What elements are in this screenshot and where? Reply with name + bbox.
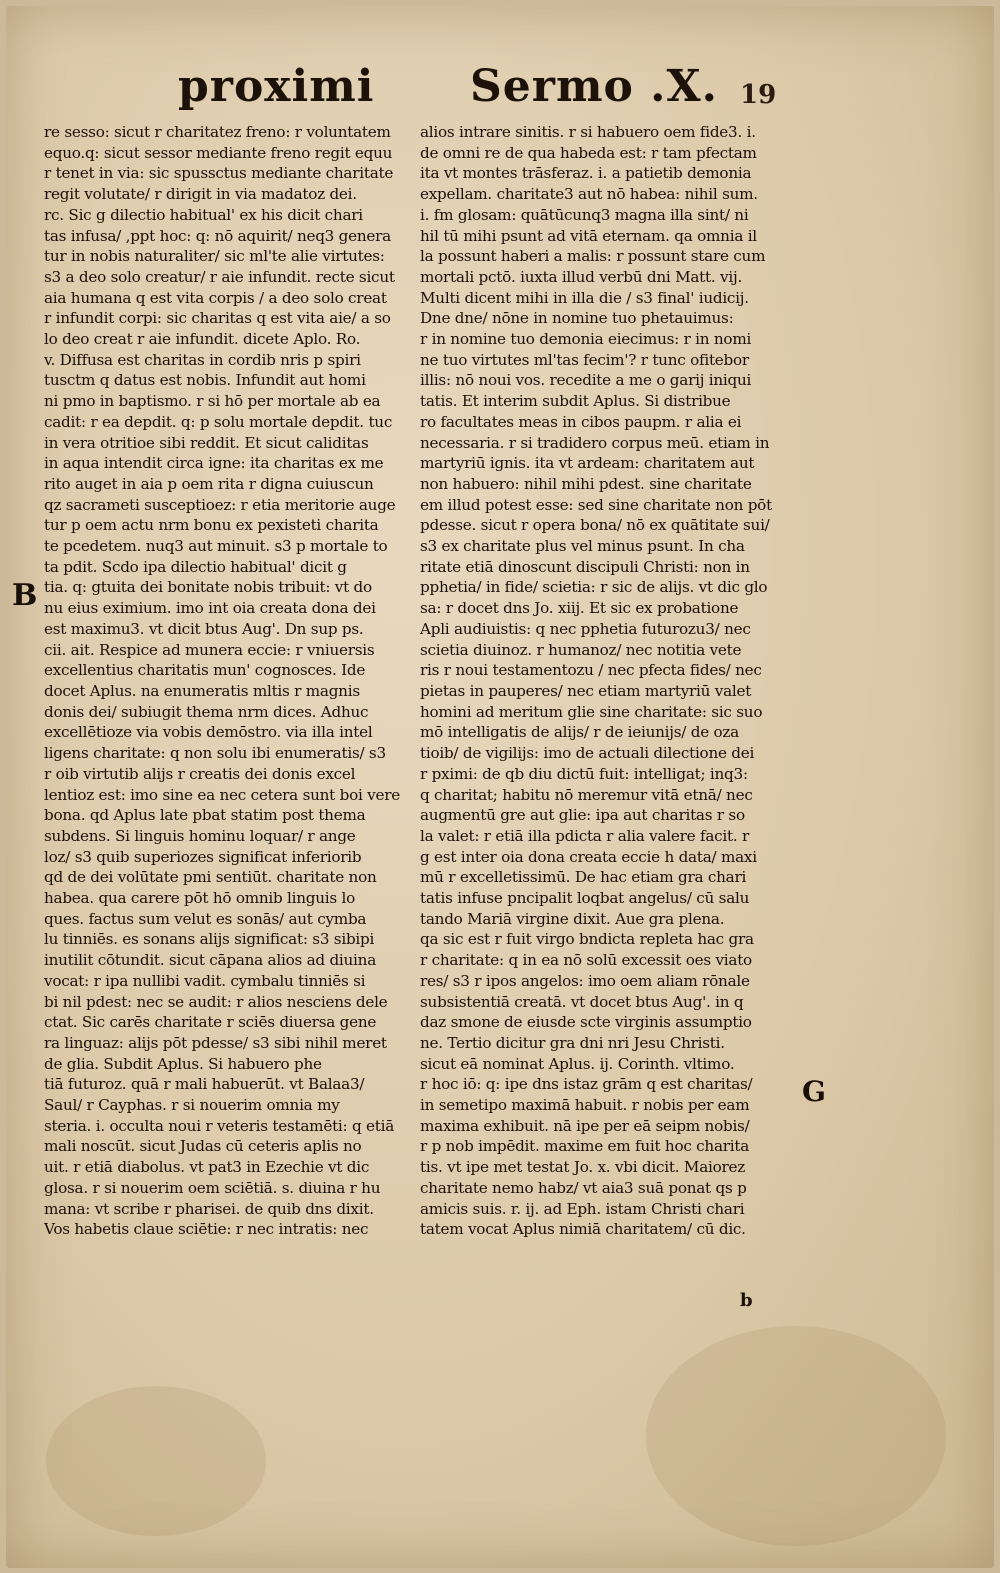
text-line: martyriū ignis. ita vt ardeam: charitatem aut (420, 454, 755, 473)
text-line: tis. vt ipe met testat Jo. x. vbi dicit. Maiorez (420, 1158, 745, 1177)
text-line: cadit: r ea depdit. q: p solu mortale depdit. tuc (44, 412, 393, 431)
text-line: nu eius eximium. imo int oia creata dona dei (44, 599, 376, 618)
text-line: rc. Sic g dilectio habitual' ex his dicit chari (44, 205, 363, 224)
text-line: i. fm glosam: quātūcunq3 magna illa sint/ ni (420, 205, 749, 224)
text-line: steria. i. occulta noui r veteris testamēti: q etiā (44, 1116, 395, 1135)
text-line: qa sic est r fuit virgo bndicta repleta hac gra (420, 930, 754, 949)
text-line: maxima exhibuit. nā ipe per eā seipm nobis/ (420, 1116, 750, 1135)
text-line: illis: nō noui vos. recedite a me o garij iniqui (420, 371, 752, 390)
text-line: inutilit cōtundit. sicut cāpana alios ad diuina (44, 951, 376, 970)
text-line: excellentius charitatis mun' cognosces. Ide (44, 661, 366, 680)
text-line: r oib virtutib alijs r creatis dei donis excel (44, 764, 356, 783)
running-head-left: proximi (178, 61, 375, 112)
text-line: de glia. Subdit Aplus. Si habuero phe (44, 1054, 322, 1073)
text-line: r charitate: q in ea nō solū excessit oes viato (420, 951, 752, 970)
text-line: ni pmo in baptismo. r si hō per mortale ab ea (44, 392, 381, 411)
text-line: tas infusa/ ,ppt hoc: q: nō aquirit/ neq3 genera (44, 226, 391, 245)
text-line: pietas in pauperes/ nec etiam martyriū valet (420, 681, 752, 700)
text-line: de omni re de qua habeda est: r tam pfectam (420, 143, 757, 162)
text-line: in vera otritioe sibi reddit. Et sicut caliditas (44, 433, 369, 452)
text-line: tur in nobis naturaliter/ sic ml'te alie virtutes: (44, 247, 385, 266)
text-line: ra linguaz: alijs pōt pdesse/ s3 sibi nihil meret (44, 1033, 387, 1052)
text-line: hil tū mihi psunt ad vitā eternam. qa omnia il (420, 226, 757, 245)
text-line: vocat: r ipa nullibi vadit. cymbalu tinniēs si (44, 971, 366, 990)
text-line: tia. q: gtuita dei bonitate nobis tribuit: vt do (44, 578, 372, 597)
text-line: donis dei/ subiugit thema nrm dices. Adhuc (44, 702, 369, 721)
text-line: cii. ait. Respice ad munera eccie: r vniuersis (44, 640, 375, 659)
running-head-right: Sermo .X. (470, 61, 718, 112)
text-line: tatis. Et interim subdit Aplus. Si distribue (420, 392, 731, 411)
text-line: te pcedetem. nuq3 aut minuit. s3 p mortale to (44, 537, 388, 556)
text-line: lo deo creat r aie infundit. dicete Aplo. Ro. (44, 330, 361, 349)
text-line: subdens. Si linguis hominu loquar/ r ange (44, 826, 356, 845)
text-line: Multi dicent mihi in illa die / s3 final' iudicij. (420, 288, 749, 307)
text-line: Vos habetis claue sciētie: r nec intratis: nec (44, 1220, 369, 1239)
text-line: q charitat; habitu nō meremur vitā etnā/ nec (420, 785, 753, 804)
text-line: ligens charitate: q non solu ibi enumeratis/ s3 (44, 744, 386, 763)
text-line: homini ad meritum glie sine charitate: sic suo (420, 702, 763, 721)
text-line: rito auget in aia p oem rita r digna cuiuscun (44, 474, 374, 493)
text-line: r pximi: de qb diu dictū fuit: intelligat; inq3: (420, 764, 748, 783)
text-line: excellētioze via vobis demōstro. via illa intel (44, 723, 373, 742)
text-line: tiā futuroz. quā r mali habuerūt. vt Balaa3/ (44, 1075, 365, 1094)
text-line: em illud potest esse: sed sine charitate non pōt (420, 495, 772, 514)
text-line: lu tinniēs. es sonans alijs significat: s3 sibipi (44, 930, 375, 949)
text-line: augmentū gre aut glie: ipa aut charitas r so (420, 806, 745, 825)
text-line: necessaria. r si tradidero corpus meū. etiam in (420, 433, 770, 452)
text-line: pphetia/ in fide/ scietia: r sic de alijs. vt dic glo (420, 578, 768, 597)
margin-mark-b: B (12, 578, 38, 613)
text-line: ne. Tertio dicitur gra dni nri Jesu Christi. (420, 1033, 725, 1052)
text-line: v. Diffusa est charitas in cordib nris p spiri (44, 350, 361, 369)
text-line: loz/ s3 quib superiozes significat inferiorib (44, 847, 362, 866)
text-line: r hoc iō: q: ipe dns istaz grām q est charitas/ (420, 1075, 753, 1094)
text-line: s3 a deo solo creatur/ r aie infundit. recte sicut (44, 267, 395, 286)
text-line: tusctm q datus est nobis. Infundit aut homi (44, 371, 366, 390)
text-line: Dne dne/ nōne in nomine tuo phetauimus: (420, 309, 734, 328)
margin-mark-g: G (802, 1075, 826, 1108)
text-line: regit volutate/ r dirigit in via madatoz dei. (44, 185, 357, 204)
text-line: equo.q: sicut sessor mediante freno regit equu (44, 143, 393, 162)
text-line: docet Aplus. na enumeratis mltis r magnis (44, 681, 360, 700)
text-line: qd de dei volūtate pmi sentiūt. charitate non (44, 868, 377, 887)
text-line: uit. r etiā diabolus. vt pat3 in Ezechie vt dic (44, 1158, 370, 1177)
text-line: in aqua intendit circa igne: ita charitas ex me (44, 454, 384, 473)
text-line: res/ s3 r ipos angelos: imo oem aliam rōnale (420, 971, 750, 990)
text-line: sa: r docet dns Jo. xiij. Et sic ex probatione (420, 599, 739, 618)
text-line: mana: vt scribe r pharisei. de quib dns dixit. (44, 1199, 374, 1218)
text-line: sicut eā nominat Aplus. ij. Corinth. vltimo. (420, 1054, 735, 1073)
text-line: r tenet in via: sic spussctus mediante charitate (44, 164, 394, 183)
text-line: alios intrare sinitis. r si habuero oem fide3. i. (420, 123, 756, 141)
text-line: charitate nemo habz/ vt aia3 suā ponat qs p (420, 1178, 747, 1197)
text-line: ne tuo virtutes ml'tas fecim'? r tunc ofitebor (420, 350, 749, 369)
text-line: bi nil pdest: nec se audit: r alios nesciens dele (44, 992, 388, 1011)
text-line: habea. qua carere pōt hō omnib linguis lo (44, 889, 356, 908)
text-line: ris r noui testamentozu / nec pfecta fides/ nec (420, 661, 762, 680)
text-line: qz sacrameti susceptioez: r etia meritorie auge (44, 495, 396, 514)
text-line: scietia diuinoz. r humanoz/ nec notitia vete (420, 640, 742, 659)
text-line: tatem vocat Aplus nimiā charitatem/ cū dic. (420, 1220, 746, 1239)
catchword: b (740, 1290, 753, 1311)
text-line: tando Mariā virgine dixit. Aue gra plena. (420, 909, 725, 928)
text-line: ques. factus sum velut es sonās/ aut cymba (44, 909, 367, 928)
text-line: lentioz est: imo sine ea nec cetera sunt boi vere (44, 785, 400, 804)
text-line: mali noscūt. sicut Judas cū ceteris aplis no (44, 1137, 362, 1156)
text-line: s3 ex charitate plus vel minus psunt. In cha (420, 537, 745, 556)
text-line: in semetipo maximā habuit. r nobis per eam (420, 1096, 750, 1115)
paper-stain (46, 1386, 266, 1536)
text-line: mō intelligatis de alijs/ r de ieiunijs/ de oza (420, 723, 739, 742)
text-column-right (420, 122, 792, 1240)
text-line: ro facultates meas in cibos paupm. r alia ei (420, 412, 742, 431)
text-column-left (44, 122, 410, 1240)
text-line: bona. qd Aplus late pbat statim post thema (44, 806, 366, 825)
text-line: aia humana q est vita corpis / a deo solo creat (44, 288, 387, 307)
text-line: Saul/ r Cayphas. r si nouerim omnia my (44, 1096, 340, 1115)
text-line: mū r excelletissimū. De hac etiam gra chari (420, 868, 747, 887)
text-line: pdesse. sicut r opera bona/ nō ex quātitate sui/ (420, 516, 770, 535)
text-line: r infundit corpi: sic charitas q est vita aie/ a so (44, 309, 391, 328)
text-line: Apli audiuistis: q nec pphetia futurozu3/ nec (420, 619, 751, 638)
text-line: tatis infuse pncipalit loqbat angelus/ cū salu (420, 889, 750, 908)
text-line: non habuero: nihil mihi pdest. sine charitate (420, 474, 752, 493)
folio-number: 19 (740, 80, 777, 110)
text-line: re sesso: sicut r charitatez freno: r voluntatem (44, 123, 391, 141)
text-line: mortali pctō. iuxta illud verbū dni Matt. vij. (420, 267, 743, 286)
text-line: r p nob impēdit. maxime em fuit hoc charita (420, 1137, 750, 1156)
text-line: daz smone de eiusde scte virginis assumptio (420, 1013, 752, 1032)
text-line: ritate etiā dinoscunt discipuli Christi: non in (420, 557, 750, 576)
text-line: subsistentiā creatā. vt docet btus Aug'. in q (420, 992, 744, 1011)
text-line: la possunt haberi a malis: r possunt stare cum (420, 247, 766, 266)
text-line: ita vt montes trāsferaz. i. a patietib demonia (420, 164, 752, 183)
text-line: expellam. charitate3 aut nō habea: nihil sum. (420, 185, 758, 204)
text-line: amicis suis. r. ij. ad Eph. istam Christi chari (420, 1199, 745, 1218)
text-line: g est inter oia dona creata eccie h data/ maxi (420, 847, 757, 866)
text-line: la valet: r etiā illa pdicta r alia valere facit. r (420, 826, 750, 845)
paper-stain (646, 1326, 946, 1546)
text-line: tioib/ de vigilijs: imo de actuali dilectione dei (420, 744, 755, 763)
text-line: glosa. r si nouerim oem sciētiā. s. diuina r hu (44, 1178, 381, 1197)
text-line: ta pdit. Scdo ipa dilectio habitual' dicit g (44, 557, 347, 576)
text-line: est maximu3. vt dicit btus Aug'. Dn sup ps. (44, 619, 364, 638)
text-line: ctat. Sic carēs charitate r sciēs diuersa gene (44, 1013, 377, 1032)
text-line: r in nomine tuo demonia eiecimus: r in nomi (420, 330, 752, 349)
text-line: tur p oem actu nrm bonu ex pexisteti charita (44, 516, 379, 535)
